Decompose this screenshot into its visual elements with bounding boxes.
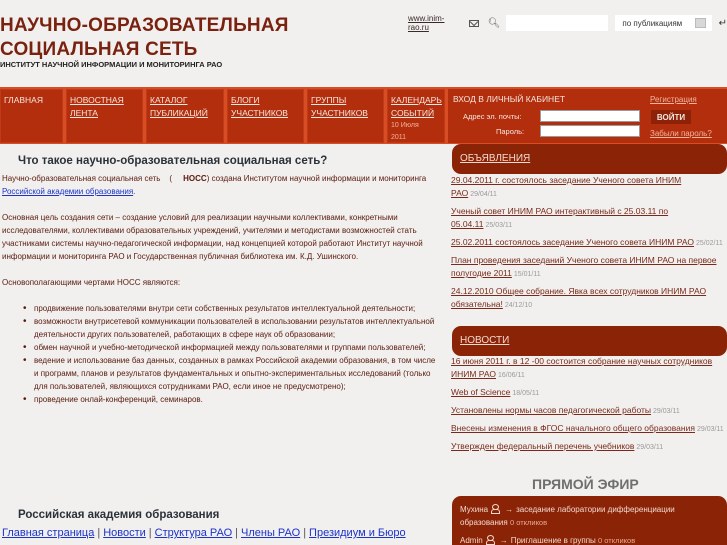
- separator: |: [303, 527, 307, 539]
- list-item: Ученый совет ИНИМ РАО интерактивный с 25.03.11 по 05.04.11 25/03/11: [451, 206, 669, 229]
- nav-item-blogs[interactable]: [227, 89, 304, 143]
- nav-link-calendar[interactable]: КАЛЕНДАРЬ СОБЫТИЙ: [391, 95, 442, 118]
- enter-icon[interactable]: ↵: [718, 17, 727, 29]
- news-list: [451, 355, 727, 458]
- goal-paragraph: Основная цель создания сети – создание условий для реализации научными коллективами, конкретными исследователями, коллективами образовательных учреждений, учителями и методистами возможностей стать участниками системы научно-педагогической информации, над концепцией которой работают Институт научной информации и мониторинга РАО и Государственная публичная библиотека им. К.Д. Ушинского.: [2, 213, 423, 261]
- live-text[interactable]: заседание лаборатории дифференциации образования: [460, 505, 675, 527]
- list-item: 29.04.2011 г. состоялось заседание Ученого совета ИНИМ РАО 29/04/11: [451, 175, 682, 198]
- list-item: План проведения заседаний Ученого совета ИНИМ РАО на первое полугодие 2011 15/01/11: [451, 255, 717, 278]
- nav-item-home[interactable]: ГЛАВНАЯ: [0, 89, 63, 143]
- dropdown-arrow-icon[interactable]: [695, 18, 706, 28]
- rao-link-home[interactable]: Главная страница: [2, 527, 95, 539]
- live-text[interactable]: Приглашение в группы: [510, 536, 596, 545]
- site-link[interactable]: www.inim-rao.ru: [408, 14, 445, 32]
- list-item: Внесены изменения в ФГОС начального общего образования 29/03/11: [451, 423, 724, 433]
- rao-link-presidium[interactable]: Президиум и Бюро: [309, 527, 406, 539]
- login-button[interactable]: ВОЙТИ: [651, 110, 691, 124]
- user-icon: [491, 504, 499, 513]
- list-item: • продвижение пользователями внутри сети собственных результатов интеллектуальной деятельности;: [34, 302, 442, 315]
- main-nav: [0, 87, 727, 144]
- news-header[interactable]: НОВОСТИ: [452, 326, 727, 356]
- site-title: НАУЧНО-ОБРАЗОВАТЕЛЬНАЯ СОЦИАЛЬНАЯ СЕТЬ: [0, 15, 289, 60]
- top-toolbar: [408, 14, 727, 32]
- register-link[interactable]: Регистрация: [650, 95, 697, 104]
- reply-count[interactable]: 0 откликов: [509, 518, 548, 527]
- arrow-right-icon: →: [499, 536, 508, 545]
- list-item: Утвержден федеральный перечень учебников 29/03/11: [451, 441, 664, 451]
- forgot-password-link[interactable]: Забыли пароль?: [650, 129, 712, 138]
- rao-link-members[interactable]: Члены РАО: [241, 527, 301, 539]
- nav-link-groups[interactable]: ГРУППЫ УЧАСТНИКОВ: [311, 95, 368, 118]
- rao-link[interactable]: Российской академии образования: [2, 187, 134, 196]
- nav-item-news-feed[interactable]: [66, 89, 143, 143]
- main-text: [2, 172, 442, 406]
- search-scope-select[interactable]: [615, 15, 711, 31]
- list-item: • возможности внутрисетевой коммуникации пользователей в использовании результатов интеллектуальной деятельности других пользователей, работающих в сфере наук об образовании;: [34, 315, 442, 341]
- announcements-header[interactable]: ОБЪЯВЛЕНИЯ: [452, 144, 727, 174]
- rao-section-title: Российская академия образования: [18, 509, 220, 521]
- mail-icon[interactable]: [469, 20, 479, 27]
- features-intro: Основополагающими чертами НОСС являются:: [2, 278, 181, 287]
- live-item: [460, 534, 719, 545]
- announcements-list: [451, 174, 727, 316]
- nav-item-catalog[interactable]: [146, 89, 224, 143]
- live-user[interactable]: Мухина: [460, 505, 489, 514]
- list-item: Web of Science 18/05/11: [451, 387, 540, 397]
- calendar-date: 10 Июля 2011: [391, 122, 419, 141]
- separator: |: [235, 527, 239, 539]
- live-item: [460, 503, 719, 529]
- rao-links: [2, 527, 447, 539]
- user-icon: [486, 535, 494, 544]
- list-item: • ведение и использование баз данных, созданных в рамках Российской академии образования, в том числе и программ, планов и результатов фундаментальных и опытно-экспериментальных исследований (только для пользователей, являющихся сотрудниками РАО, если иное не предусмотрено);: [34, 354, 442, 393]
- reply-count[interactable]: 0 откликов: [598, 536, 636, 545]
- search-input[interactable]: [506, 15, 608, 31]
- rao-link-news[interactable]: Новости: [103, 527, 146, 539]
- live-feed-title: ПРЯМОЙ ЭФИР: [532, 476, 639, 492]
- list-item: • проведение онлай-конференций, семинаров.: [34, 393, 442, 406]
- site-subtitle: ИНСТИТУТ НАУЧНОЙ ИНФОРМАЦИИ И МОНИТОРИНГА РАО: [0, 60, 223, 69]
- live-feed: [452, 496, 727, 545]
- email-field[interactable]: [540, 110, 640, 122]
- features-list: [34, 302, 442, 406]
- login-panel: [448, 89, 727, 143]
- list-item: Установлены нормы часов педагогической работы 29/03/11: [451, 405, 680, 415]
- page-title: Что такое научно-образовательная социальная сеть?: [18, 155, 328, 167]
- intro-paragraph: Научно-образовательная социальная сеть ( НОСС) создана Институтом научной информации и мониторинга Российской академии образования.: [2, 174, 427, 196]
- live-user[interactable]: Admin: [460, 536, 483, 545]
- nav-link-blogs[interactable]: БЛОГИ УЧАСТНИКОВ: [231, 95, 288, 118]
- separator: |: [97, 527, 101, 539]
- nav-item-groups[interactable]: [307, 89, 384, 143]
- list-item: 24.12.2010 Общее собрание. Явка всех сотрудников ИНИМ РАО обязательна! 24/12/10: [451, 286, 707, 309]
- nav-link-news-feed[interactable]: НОВОСТНАЯ ЛЕНТА: [70, 95, 124, 118]
- nav-link-catalog[interactable]: КАТАЛОГ ПУБЛИКАЦИЙ: [150, 95, 208, 118]
- password-field[interactable]: [540, 125, 640, 137]
- login-title: ВХОД В ЛИЧНЫЙ КАБИНЕТ: [453, 94, 566, 104]
- search-scope-value: по публикациям: [622, 18, 683, 28]
- list-item: • обмен научной и учебно-методической информацией между пользователями и группами пользователей;: [34, 341, 442, 354]
- separator: |: [148, 527, 152, 539]
- nav-item-calendar[interactable]: [387, 89, 445, 143]
- rao-link-structure[interactable]: Структура РАО: [154, 527, 233, 539]
- search-icon: 🔍︎: [487, 17, 501, 29]
- arrow-right-icon: →: [505, 505, 514, 514]
- list-item: 25.02.2011 состоялось заседание Ученого совета ИНИМ РАО 25/02/11: [451, 237, 723, 247]
- email-label: Адрес эл. почты:: [463, 112, 522, 121]
- list-item: 16 июня 2011 г. в 12 -00 состоится собрание научных сотрудников ИНИМ РАО 16/06/11: [451, 356, 713, 379]
- password-label: Пароль:: [496, 127, 525, 136]
